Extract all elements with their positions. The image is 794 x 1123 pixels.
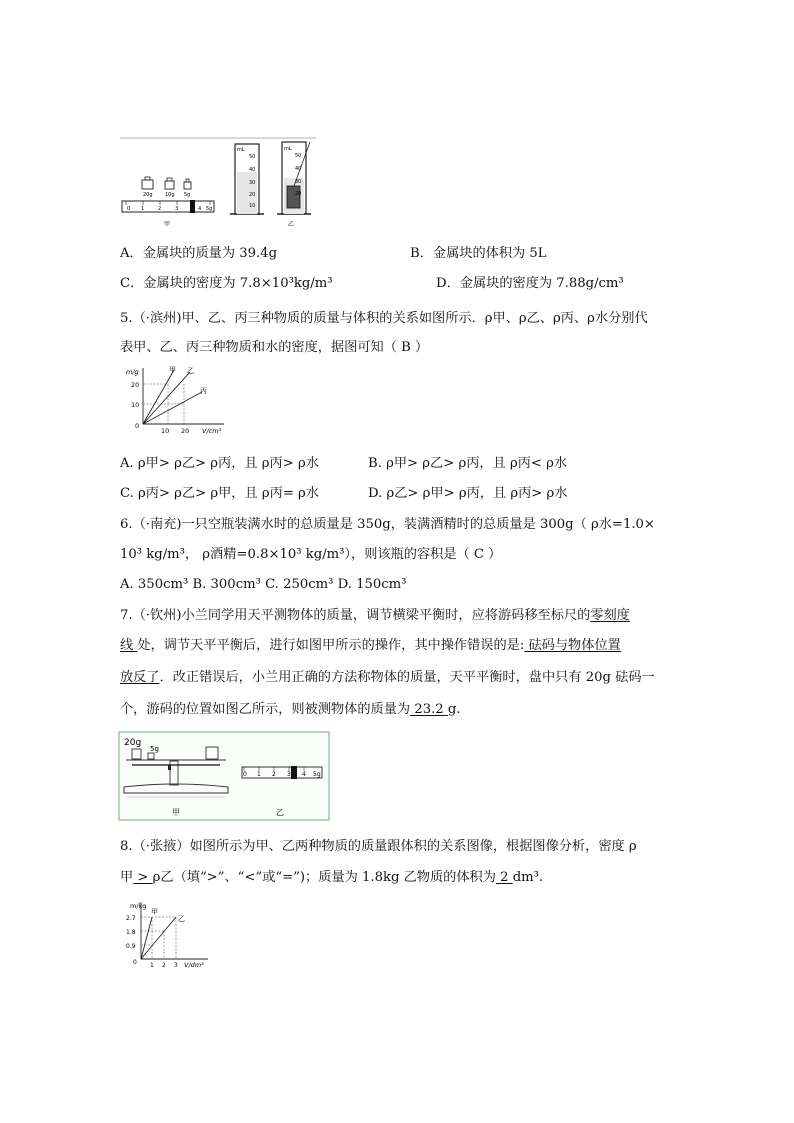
scale-num-1: 1 [141,206,145,212]
q7-answer-mass: 23.2 [410,702,448,717]
q8-ytick-0.9: 0.9 [126,943,136,950]
q7-figure-balance [118,731,330,821]
scale-num-5g: 5g [206,206,213,212]
q8-answer-volume: 2 [495,870,513,885]
q5-ytick-10: 10 [131,401,140,409]
q8-line2-text: ρ乙（填“>”、“<”或“=”)；质量为 1.8kg 乙物质的体积为 [152,870,496,885]
q8-label-yi: 乙 [178,915,185,923]
q5-ytick-0: 0 [135,422,140,430]
q7-rider [291,766,297,779]
cyl1-tick-30: 30 [249,180,256,186]
q7-answer-zero-mark: 零刻度 [590,608,630,623]
q8-ytick-2.7: 2.7 [126,915,136,922]
q6-options: A. 350cm³ B. 300cm³ C. 250cm³ D. 150cm³ [120,577,407,592]
label-jia: 甲 [164,221,171,228]
q7-line3 [120,669,655,687]
q8-xtick-1: 1 [150,962,154,969]
weight-10g-label: 10g [165,192,175,198]
cyl1-tick-40: 40 [249,167,256,173]
q7-answer-error-cont: 放反了 [120,670,160,685]
q7-line1-text: 7.（·钦州)小兰同学用天平测物体的质量，调节横梁平衡时，应将游码移至标尺的 [120,608,591,623]
q4-option-c: C．金属块的密度为 7.8×10³kg/m³ [120,276,333,291]
scale-num-3: 3 [175,206,179,212]
q7-line4 [120,701,461,719]
q5-graph [124,364,230,436]
q7-scale-2: 2 [272,771,276,778]
q5-label-yi: 乙 [187,367,194,375]
q5-xtick-20: 20 [181,427,190,435]
q4-option-b: B．金属块的体积为 5L [410,246,547,261]
q8-ytick-1.8: 1.8 [126,929,136,936]
line-yi [143,372,190,424]
q8-stem-line1: 8.（·张掖）如图所示为甲、乙两种物质的质量跟体积的关系图像，根据图像分析，密度 ρ [120,839,637,854]
cyl1-unit: mL [237,147,245,153]
q7-label-jia: 甲 [172,808,180,817]
weights [142,177,191,198]
cyl2-tick-30: 30 [295,179,302,185]
scale-num-2: 2 [158,206,162,212]
q5-option-d: D. ρ乙> ρ甲> ρ丙，且 ρ丙> ρ水 [368,486,568,501]
q7-label-yi: 乙 [276,808,284,817]
cyl2-tick-20: 20 [295,191,302,197]
q7-line1 [120,607,630,625]
q7-weight-5g: 5g [150,745,159,753]
cyl1-tick-20: 20 [249,192,256,198]
scale-num-0: 0 [127,206,131,212]
figure-balance-cylinders [118,134,318,230]
q7-answer-zero-mark-cont: 线 [120,638,138,653]
cylinder-empty [230,144,264,214]
q8-xtick-2: 2 [162,962,166,969]
scale-num-4: 4 [198,206,202,212]
q5-option-a: A. ρ甲> ρ乙> ρ丙，且 ρ丙> ρ水 [120,456,319,471]
q8-ylabel: m/kg [130,902,147,910]
q6-stem-line1: 6.（·南充)一只空瓶装满水时的总质量是 350g，装满酒精时的总质量是 300g（ ρ水=1.0× [120,517,655,532]
cyl2-unit: mL [284,146,292,152]
cyl2-tick-40: 40 [295,166,302,172]
cyl2-tick-50: 50 [295,153,302,159]
q4-option-d: D．金属块的密度为 7.88g/cm³ [436,276,624,291]
rider [190,200,195,213]
q7-line3-text: ．改正错误后，小兰用正确的方法称物体的质量，天平平衡时，盘中只有 20g 砝码一 [159,670,655,685]
cyl1-tick-50: 50 [249,154,256,160]
q8-label-jia: 甲 [151,908,158,916]
q7-scale-0: 0 [243,771,247,778]
q8-xlabel: V/dm³ [184,961,204,969]
q6-stem-line2: 10³ kg/m³， ρ酒精=0.8×10³ kg/m³），则该瓶的容积是（ C ） [120,547,502,562]
q5-ytick-20: 20 [131,381,140,389]
q7-line4-text: 个，游码的位置如图乙所示，则被测物体的质量为 [120,702,411,717]
q8-ytick-0: 0 [133,959,137,966]
q7-scale-3: 3 [287,771,291,778]
q7-line2 [120,637,621,655]
label-yi: 乙 [288,221,295,228]
q5-xlabel: V/cm³ [202,427,222,435]
q8-line2-unit: dm³. [512,870,544,885]
q7-line2-text: 处，调节天平平衡后，进行如图甲所示的操作，其中操作错误的是: [137,638,525,653]
cylinder-with-block [277,142,311,228]
q5-stem-line2: 表甲、乙、丙三种物质和水的密度，据图可知（ B ） [120,340,429,355]
q5-ylabel: m/g [126,368,139,376]
q7-scale-4: 4 [302,771,306,778]
q5-stem-line1: 5.（·滨州)甲、乙、丙三种物质的质量与体积的关系如图所示．ρ甲、ρ乙、ρ丙、ρ水分别代 [120,311,648,326]
q8-graph [124,898,224,970]
q5-label-jia: 甲 [169,366,176,374]
rider-scale [122,200,214,228]
q4-option-a: A．金属块的质量为 39.4g [120,246,278,261]
q8-line2-jia: 甲 [120,870,134,885]
q5-xtick-10: 10 [161,427,170,435]
q7-scale-5g: 5g [313,771,321,778]
q5-option-c: C. ρ丙> ρ乙> ρ甲，且 ρ丙= ρ水 [120,486,319,501]
q5-label-bing: 丙 [200,387,207,395]
q8-xtick-3: 3 [174,962,178,969]
weight-20g-label: 20g [143,192,153,198]
weight-5g-label: 5g [184,192,191,198]
q7-line4-unit: g. [447,702,461,717]
q8-answer-compare: > [133,870,153,885]
q5-option-b: B. ρ甲> ρ乙> ρ丙，且 ρ丙< ρ水 [368,456,568,471]
q7-weight-20g: 20g [124,738,142,748]
q8-stem-line2 [120,869,543,887]
q7-answer-error: 砝码与物体位置 [524,638,621,653]
cyl1-tick-10: 10 [249,203,256,209]
q7-scale-1: 1 [257,771,261,778]
